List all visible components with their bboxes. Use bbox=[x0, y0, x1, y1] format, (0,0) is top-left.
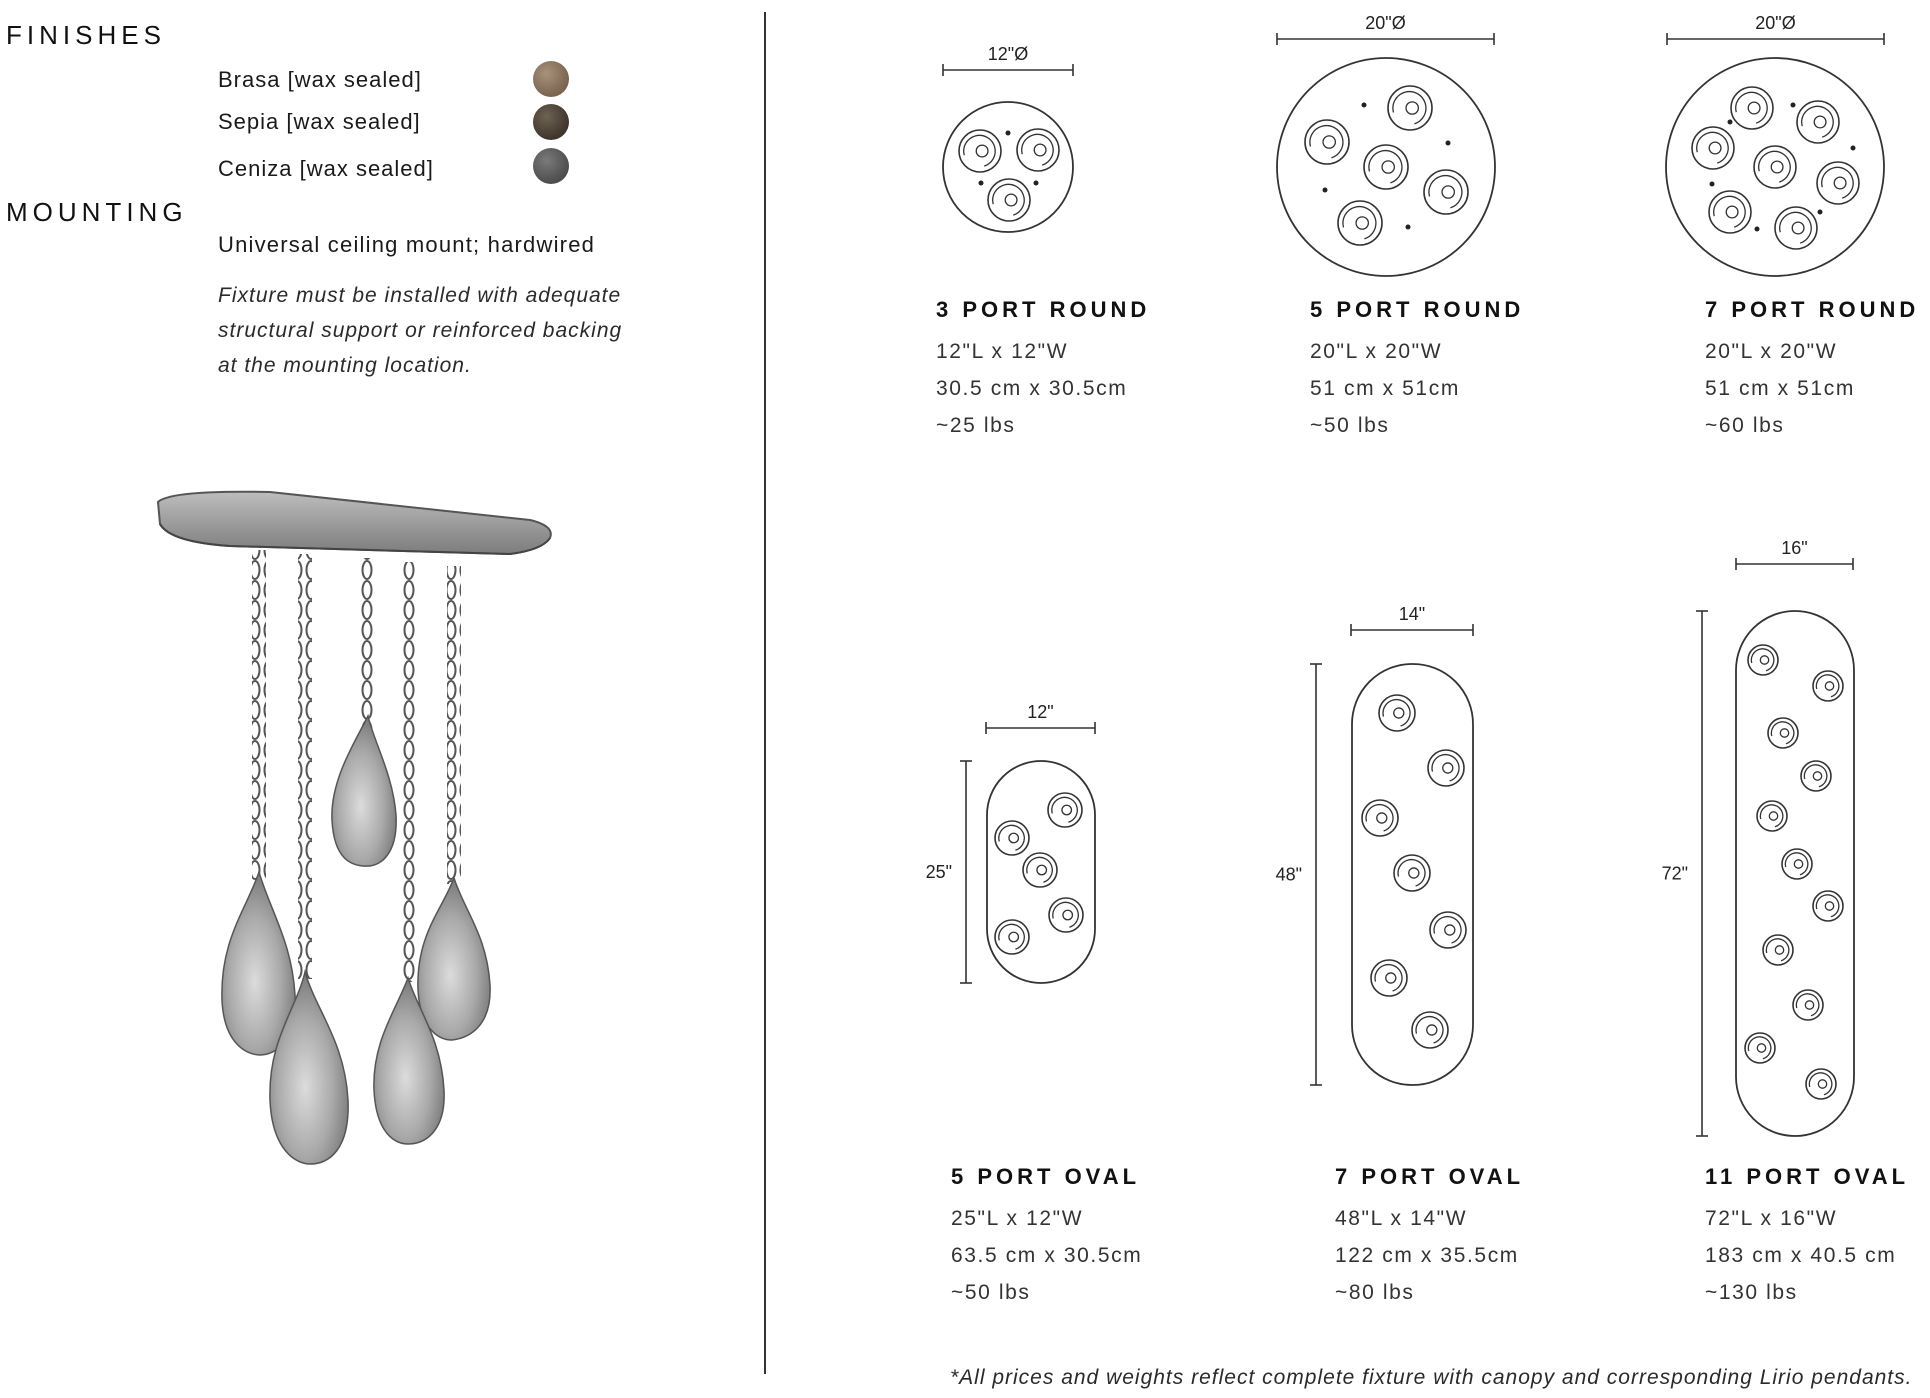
spec-weight: ~25 lbs bbox=[936, 414, 1016, 437]
spec-block-7-port-round bbox=[1705, 297, 1919, 444]
port-icon bbox=[1775, 207, 1817, 249]
port-icon bbox=[1768, 718, 1798, 748]
mount-hole bbox=[1851, 146, 1856, 151]
finish-label-brasa: Brasa [wax sealed] bbox=[218, 67, 422, 92]
spec-title: 11 PORT OVAL bbox=[1705, 1164, 1910, 1189]
mounting-description: Universal ceiling mount; hardwired bbox=[218, 232, 596, 257]
port-icon bbox=[1424, 170, 1468, 214]
port-icon bbox=[1801, 761, 1831, 791]
port-icon bbox=[1388, 86, 1432, 130]
mounting-note-line: Fixture must be installed with adequate bbox=[218, 284, 622, 307]
spec-title: 7 PORT ROUND bbox=[1705, 297, 1920, 322]
port-icon bbox=[1428, 750, 1464, 786]
dimension-label: 20"Ø bbox=[1755, 13, 1796, 33]
port-icon bbox=[1412, 1012, 1448, 1048]
port-icon bbox=[1745, 1033, 1775, 1063]
port-icon bbox=[1305, 120, 1349, 164]
port-icon bbox=[1379, 695, 1415, 731]
spec-dims-in: 25"L x 12"W bbox=[951, 1207, 1084, 1230]
spec-dims-cm: 122 cm x 35.5cm bbox=[1335, 1244, 1519, 1267]
spec-dims-cm: 63.5 cm x 30.5cm bbox=[951, 1244, 1143, 1267]
port-icon bbox=[1793, 990, 1823, 1020]
port-icon bbox=[1362, 800, 1398, 836]
port-icon bbox=[1364, 145, 1408, 189]
spec-title: 5 PORT ROUND bbox=[1310, 297, 1525, 322]
footer-note: *All prices and weights reflect complete fixture with canopy and corresponding Lirio pendants. bbox=[950, 1366, 1913, 1389]
port-icon bbox=[1049, 898, 1083, 932]
port-icon bbox=[1023, 853, 1057, 887]
port-icon bbox=[1338, 201, 1382, 245]
port-icon bbox=[995, 821, 1029, 855]
spec-block-3-port-round bbox=[936, 297, 1150, 444]
mount-hole bbox=[1362, 103, 1367, 108]
spec-dims-in: 12"L x 12"W bbox=[936, 340, 1069, 363]
spec-dims-in: 72"L x 16"W bbox=[1705, 1207, 1838, 1230]
spec-dims-in: 20"L x 20"W bbox=[1310, 340, 1443, 363]
mount-hole bbox=[1710, 182, 1715, 187]
port-icon bbox=[959, 130, 1001, 172]
port-icon bbox=[1371, 960, 1407, 996]
spec-weight: ~80 lbs bbox=[1335, 1281, 1415, 1304]
port-icon bbox=[1748, 645, 1778, 675]
mount-hole bbox=[1755, 227, 1760, 232]
spec-dims-cm: 183 cm x 40.5 cm bbox=[1705, 1244, 1897, 1267]
spec-dims-cm: 30.5 cm x 30.5cm bbox=[936, 377, 1128, 400]
finish-label-sepia: Sepia [wax sealed] bbox=[218, 109, 421, 134]
spec-dims-in: 48"L x 14"W bbox=[1335, 1207, 1468, 1230]
dimension-label: 14" bbox=[1398, 604, 1426, 624]
spec-title: 3 PORT ROUND bbox=[936, 297, 1151, 322]
port-icon bbox=[1763, 935, 1793, 965]
port-icon bbox=[1430, 912, 1466, 948]
spec-title: 5 PORT OVAL bbox=[951, 1164, 1141, 1189]
port-icon bbox=[1754, 146, 1796, 188]
mount-hole bbox=[1446, 141, 1451, 146]
port-icon bbox=[995, 920, 1029, 954]
port-icon bbox=[1731, 87, 1773, 129]
spec-block-7-port-oval bbox=[1335, 1164, 1524, 1311]
port-icon bbox=[1048, 793, 1082, 827]
diagram-3-port-round bbox=[943, 44, 1073, 232]
spec-dims-cm: 51 cm x 51cm bbox=[1705, 377, 1855, 400]
mount-hole bbox=[1818, 210, 1823, 215]
spec-weight: ~50 lbs bbox=[1310, 414, 1390, 437]
dimension-label: 16" bbox=[1781, 538, 1808, 558]
finishes-heading: FINISHES bbox=[6, 20, 166, 50]
spec-block-11-port-oval bbox=[1705, 1164, 1909, 1311]
port-icon bbox=[1813, 671, 1843, 701]
port-icon bbox=[1813, 891, 1843, 921]
dimension-label: 12"Ø bbox=[987, 44, 1029, 64]
port-icon bbox=[1797, 101, 1839, 143]
mount-hole bbox=[979, 181, 984, 186]
dimension-label: 72" bbox=[1661, 863, 1688, 884]
port-icon bbox=[1692, 127, 1734, 169]
dimension-label: 12" bbox=[1027, 702, 1054, 722]
port-icon bbox=[1817, 162, 1859, 204]
port-icon bbox=[1017, 129, 1059, 171]
spec-block-5-port-oval bbox=[951, 1164, 1142, 1311]
spec-weight: ~130 lbs bbox=[1705, 1281, 1798, 1304]
diagram-11-port-oval bbox=[1662, 538, 1854, 1136]
port-icon bbox=[988, 179, 1030, 221]
mount-hole bbox=[1323, 188, 1328, 193]
mounting-note-line: structural support or reinforced backing bbox=[218, 319, 623, 342]
diagram-7-port-oval bbox=[1276, 604, 1473, 1085]
port-icon bbox=[1757, 801, 1787, 831]
mounting-heading: MOUNTING bbox=[6, 197, 188, 227]
mount-hole bbox=[1006, 131, 1011, 136]
mount-hole bbox=[1728, 120, 1733, 125]
mounting-note-line: at the mounting location. bbox=[218, 354, 472, 377]
mount-hole bbox=[1791, 103, 1796, 108]
dimension-label: 48" bbox=[1275, 864, 1302, 885]
mount-hole bbox=[1406, 225, 1411, 230]
diagram-5-port-round bbox=[1277, 13, 1495, 276]
diagram-7-port-round bbox=[1666, 13, 1884, 276]
spec-title: 7 PORT OVAL bbox=[1335, 1164, 1525, 1189]
diagram-5-port-oval bbox=[926, 702, 1095, 983]
port-icon bbox=[1806, 1069, 1836, 1099]
spec-dims-cm: 51 cm x 51cm bbox=[1310, 377, 1460, 400]
spec-block-5-port-round bbox=[1310, 297, 1524, 444]
spec-dims-in: 20"L x 20"W bbox=[1705, 340, 1838, 363]
mount-hole bbox=[1034, 181, 1039, 186]
finish-label-ceniza: Ceniza [wax sealed] bbox=[218, 156, 434, 181]
spec-weight: ~60 lbs bbox=[1705, 414, 1785, 437]
dimension-label: 25" bbox=[925, 862, 952, 882]
spec-weight: ~50 lbs bbox=[951, 1281, 1031, 1304]
port-icon bbox=[1394, 855, 1430, 891]
port-icon bbox=[1782, 849, 1812, 879]
dimension-label: 20"Ø bbox=[1365, 13, 1406, 33]
port-icon bbox=[1709, 191, 1751, 233]
